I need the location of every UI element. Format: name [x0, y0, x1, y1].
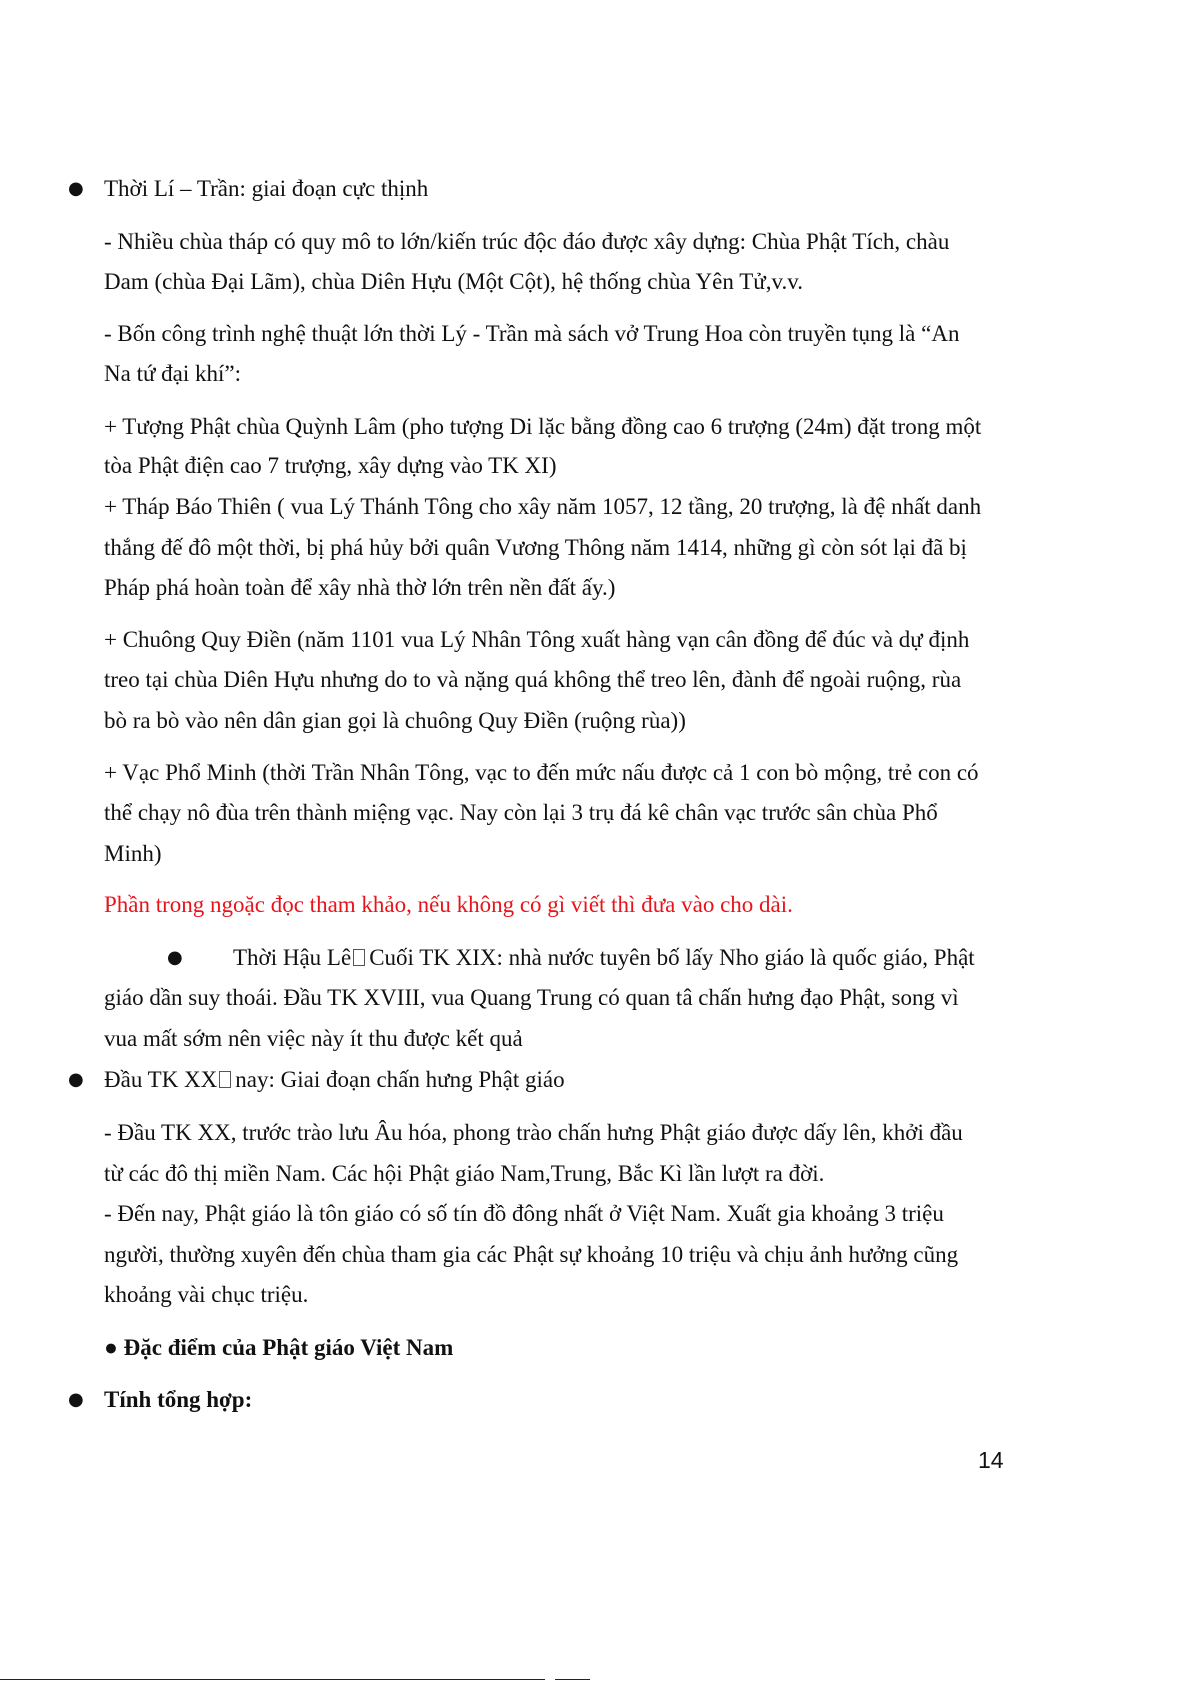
bottom-rule — [555, 1679, 590, 1680]
period-label: Thời Hậu Lê — [233, 945, 352, 970]
period-text: Cuối TK XIX: nhà nước tuyên bố lấy Nho giáo là quốc giáo, Phật — [369, 945, 975, 970]
period-label: Đầu TK XX — [104, 1067, 218, 1092]
bullet-icon: ● — [167, 947, 183, 968]
paragraph-line: - Đến nay, Phật giáo là tôn giáo có số tín đồ đông nhất ở Việt Nam. Xuất gia khoảng 3 triệu — [104, 1201, 944, 1226]
arrow-placeholder-icon — [219, 1071, 231, 1088]
arrow-placeholder-icon — [353, 949, 365, 966]
paragraph-line: vua mất sớm nên việc này ít thu được kết quả — [104, 1026, 523, 1051]
subheading-tinh-tong-hop: Tính tổng hợp: — [104, 1387, 253, 1412]
paragraph-line-hau-le — [233, 943, 975, 973]
paragraph-line: - Bốn công trình nghệ thuật lớn thời Lý - Trần mà sách vở Trung Hoa còn truyền tụng là “An — [104, 321, 960, 346]
paragraph-line: thể chạy nô đùa trên thành miệng vạc. Nay còn lại 3 trụ đá kê chân vạc trước sân chùa Phổ — [104, 800, 938, 825]
paragraph-line: Dam (chùa Đại Lãm), chùa Diên Hựu (Một Cột), hệ thống chùa Yên Tử,v.v. — [104, 269, 803, 294]
paragraph-line: treo tại chùa Diên Hựu nhưng do to và nặng quá không thể treo lên, đành để ngoài ruộng, rùa — [104, 667, 962, 692]
heading-ly-tran: Thời Lí – Trần: giai đoạn cực thịnh — [104, 176, 429, 201]
red-note: Phần trong ngoặc đọc tham khảo, nếu không có gì viết thì đưa vào cho dài. — [104, 892, 793, 917]
paragraph-line: + Vạc Phổ Minh (thời Trần Nhân Tông, vạc to đến mức nấu được cả 1 con bò mộng, trẻ con có — [104, 760, 979, 785]
page-number: 14 — [978, 1447, 1004, 1473]
paragraph-line: + Tháp Báo Thiên ( vua Lý Thánh Tông cho xây năm 1057, 12 tầng, 20 trượng, là đệ nhất danh — [104, 494, 982, 519]
section-heading: ● Đặc điểm của Phật giáo Việt Nam — [104, 1335, 454, 1360]
paragraph-line: - Đầu TK XX, trước trào lưu Âu hóa, phong trào chấn hưng Phật giáo được dấy lên, khởi đầu — [104, 1120, 963, 1145]
paragraph-line: bò ra bò vào nên dân gian gọi là chuông Quy Điền (ruộng rùa)) — [104, 708, 686, 733]
paragraph-line: - Nhiều chùa tháp có quy mô to lớn/kiến trúc độc đáo được xây dựng: Chùa Phật Tích, chàu — [104, 229, 950, 254]
paragraph-line: Minh) — [104, 841, 162, 866]
heading-dau-tk-xx — [104, 1065, 565, 1095]
paragraph-line: Pháp phá hoàn toàn để xây nhà thờ lớn trên nền đất ấy.) — [104, 575, 616, 600]
paragraph-line: Na tứ đại khí”: — [104, 361, 242, 386]
paragraph-line: + Tượng Phật chùa Quỳnh Lâm (pho tượng Di lặc bằng đồng cao 6 trượng (24m) đặt trong một — [104, 414, 982, 439]
period-text: nay: Giai đoạn chấn hưng Phật giáo — [235, 1067, 565, 1092]
bullet-icon: ● — [68, 1389, 84, 1410]
bottom-rule — [0, 1679, 545, 1680]
paragraph-line: khoảng vài chục triệu. — [104, 1282, 309, 1307]
paragraph-line: + Chuông Quy Điền (năm 1101 vua Lý Nhân Tông xuất hàng vạn cân đồng để đúc và dự định — [104, 627, 970, 652]
paragraph-line: giáo dần suy thoái. Đầu TK XVIII, vua Quang Trung có quan tâ chấn hưng đạo Phật, song vì — [104, 985, 959, 1010]
paragraph-line: tòa Phật điện cao 7 trượng, xây dựng vào TK XI) — [104, 453, 557, 478]
paragraph-line: từ các đô thị miền Nam. Các hội Phật giáo Nam,Trung, Bắc Kì lần lượt ra đời. — [104, 1161, 825, 1186]
bullet-icon: ● — [68, 1069, 84, 1090]
paragraph-line: thắng đế đô một thời, bị phá hủy bởi quân Vương Thông năm 1414, những gì còn sót lại đã bị — [104, 535, 967, 560]
bullet-icon: ● — [68, 178, 84, 199]
paragraph-line: người, thường xuyên đến chùa tham gia các Phật sự khoảng 10 triệu và chịu ảnh hưởng cũng — [104, 1242, 959, 1267]
